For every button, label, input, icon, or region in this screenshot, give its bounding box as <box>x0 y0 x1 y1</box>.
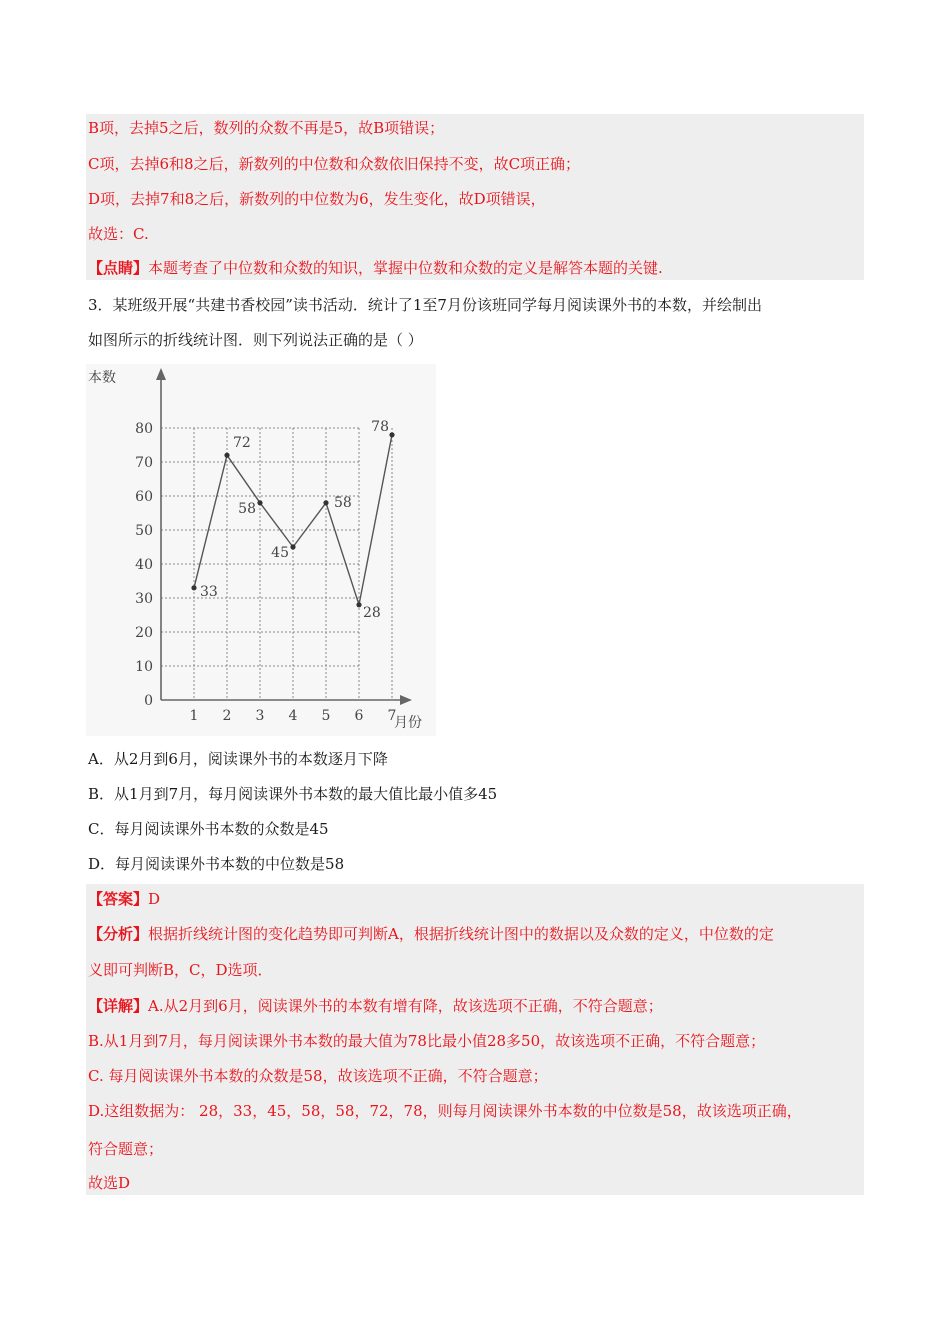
y-tick-label: 60 <box>135 489 153 505</box>
detail-c: C. 每月阅读课外书本数的众数是58，故该选项不正确，不符合题意； <box>88 1067 548 1085</box>
data-point <box>257 500 262 505</box>
x-tick-label: 4 <box>288 708 298 724</box>
prev-explanation-c: C项，去掉6和8之后，新数列的中位数和众数依旧保持不变，故C项正确； <box>88 155 581 173</box>
chart-y-ticks <box>135 421 153 709</box>
y-tick-label: 0 <box>144 693 153 709</box>
x-axis-arrow <box>400 695 412 705</box>
y-tick-label: 80 <box>135 421 153 437</box>
x-axis-label: 月份 <box>394 715 422 731</box>
x-tick-label: 3 <box>255 708 265 724</box>
answer-line <box>88 889 160 909</box>
data-point <box>224 453 229 458</box>
data-point <box>323 500 328 505</box>
data-label: 58 <box>334 494 352 511</box>
option-d: D．每月阅读课外书本数的中位数是58 <box>88 855 345 873</box>
y-tick-label: 20 <box>135 625 153 641</box>
question-line-2: 如图所示的折线统计图．则下列说法正确的是（ ） <box>88 331 423 349</box>
chart-x-ticks <box>190 708 397 724</box>
answer-text: D <box>148 890 161 908</box>
y-axis-arrow <box>156 368 166 380</box>
chart-grid <box>161 428 392 700</box>
detail-line-a <box>88 996 663 1016</box>
answer-tag: 【答案】 <box>88 890 149 908</box>
y-axis-label: 本数 <box>88 370 116 386</box>
data-point <box>356 602 361 607</box>
x-tick-label: 6 <box>354 708 364 724</box>
y-tick-label: 40 <box>135 557 153 573</box>
option-a: A．从2月到6月，阅读课外书的本数逐月下降 <box>88 750 388 768</box>
data-label: 78 <box>371 418 389 435</box>
analysis-tag: 【分析】 <box>88 925 149 943</box>
conclusion: 故选D <box>88 1174 131 1192</box>
detail-a: A.从2月到6月，阅读课外书的本数有增有降，故该选项不正确，不符合题意； <box>148 997 663 1015</box>
prev-explanation-b: B项，去掉5之后，数列的众数不再是5，故B项错误； <box>88 119 445 137</box>
option-c: C．每月阅读课外书本数的众数是45 <box>88 820 329 838</box>
y-tick-label: 10 <box>135 659 153 675</box>
detail-b: B.从1月到7月，每月阅读课外书本数的最大值为78比最小值28多50，故该选项不正确，不符合题意； <box>88 1032 766 1050</box>
x-tick-label: 2 <box>222 708 232 724</box>
detail-tag: 【详解】 <box>88 997 149 1015</box>
data-point <box>389 432 394 437</box>
data-point <box>191 585 196 590</box>
chart-data-labels <box>200 419 389 621</box>
detail-d-2: 符合题意； <box>88 1140 164 1158</box>
y-tick-label: 30 <box>135 591 153 607</box>
question-line-1: 3．某班级开展“共建书香校园”读书活动．统计了1至7月份该班同学每月阅读课外书的本数，并绘制出 <box>88 296 762 314</box>
option-b: B．从1月到7月，每月阅读课外书本数的最大值比最小值多45 <box>88 785 498 803</box>
x-tick-label: 1 <box>189 708 199 724</box>
line-chart <box>86 364 436 736</box>
dianjing-tag: 【点睛】 <box>88 259 149 277</box>
y-tick-label: 50 <box>135 523 153 539</box>
data-label: 28 <box>363 604 381 621</box>
dianjing-line <box>88 258 663 278</box>
data-label: 72 <box>233 435 251 452</box>
x-tick-label: 5 <box>321 708 331 724</box>
dianjing-text: 本题考查了中位数和众数的知识，掌握中位数和众数的定义是解答本题的关键. <box>148 259 663 277</box>
prev-choice: 故选：C. <box>88 225 149 243</box>
analysis-text-1: 根据折线统计图的变化趋势即可判断A，根据折线统计图中的数据以及众数的定义，中位数的定 <box>148 925 774 943</box>
y-tick-label: 70 <box>135 455 153 471</box>
data-point <box>290 544 295 549</box>
data-label: 33 <box>200 583 218 600</box>
analysis-line-2: 义即可判断B，C，D选项． <box>88 961 273 979</box>
data-label: 45 <box>271 545 289 561</box>
data-label: 58 <box>238 500 256 517</box>
analysis-line-1 <box>88 924 774 944</box>
x-tick-label: 7 <box>387 708 397 724</box>
detail-d-1: D.这组数据为： 28，33，45，58，58，72，78，则每月阅读课外书本数的中位数是58，故该选项正确， <box>88 1102 802 1120</box>
prev-explanation-d: D项，去掉7和8之后，新数列的中位数为6，发生变化，故D项错误， <box>88 190 546 208</box>
